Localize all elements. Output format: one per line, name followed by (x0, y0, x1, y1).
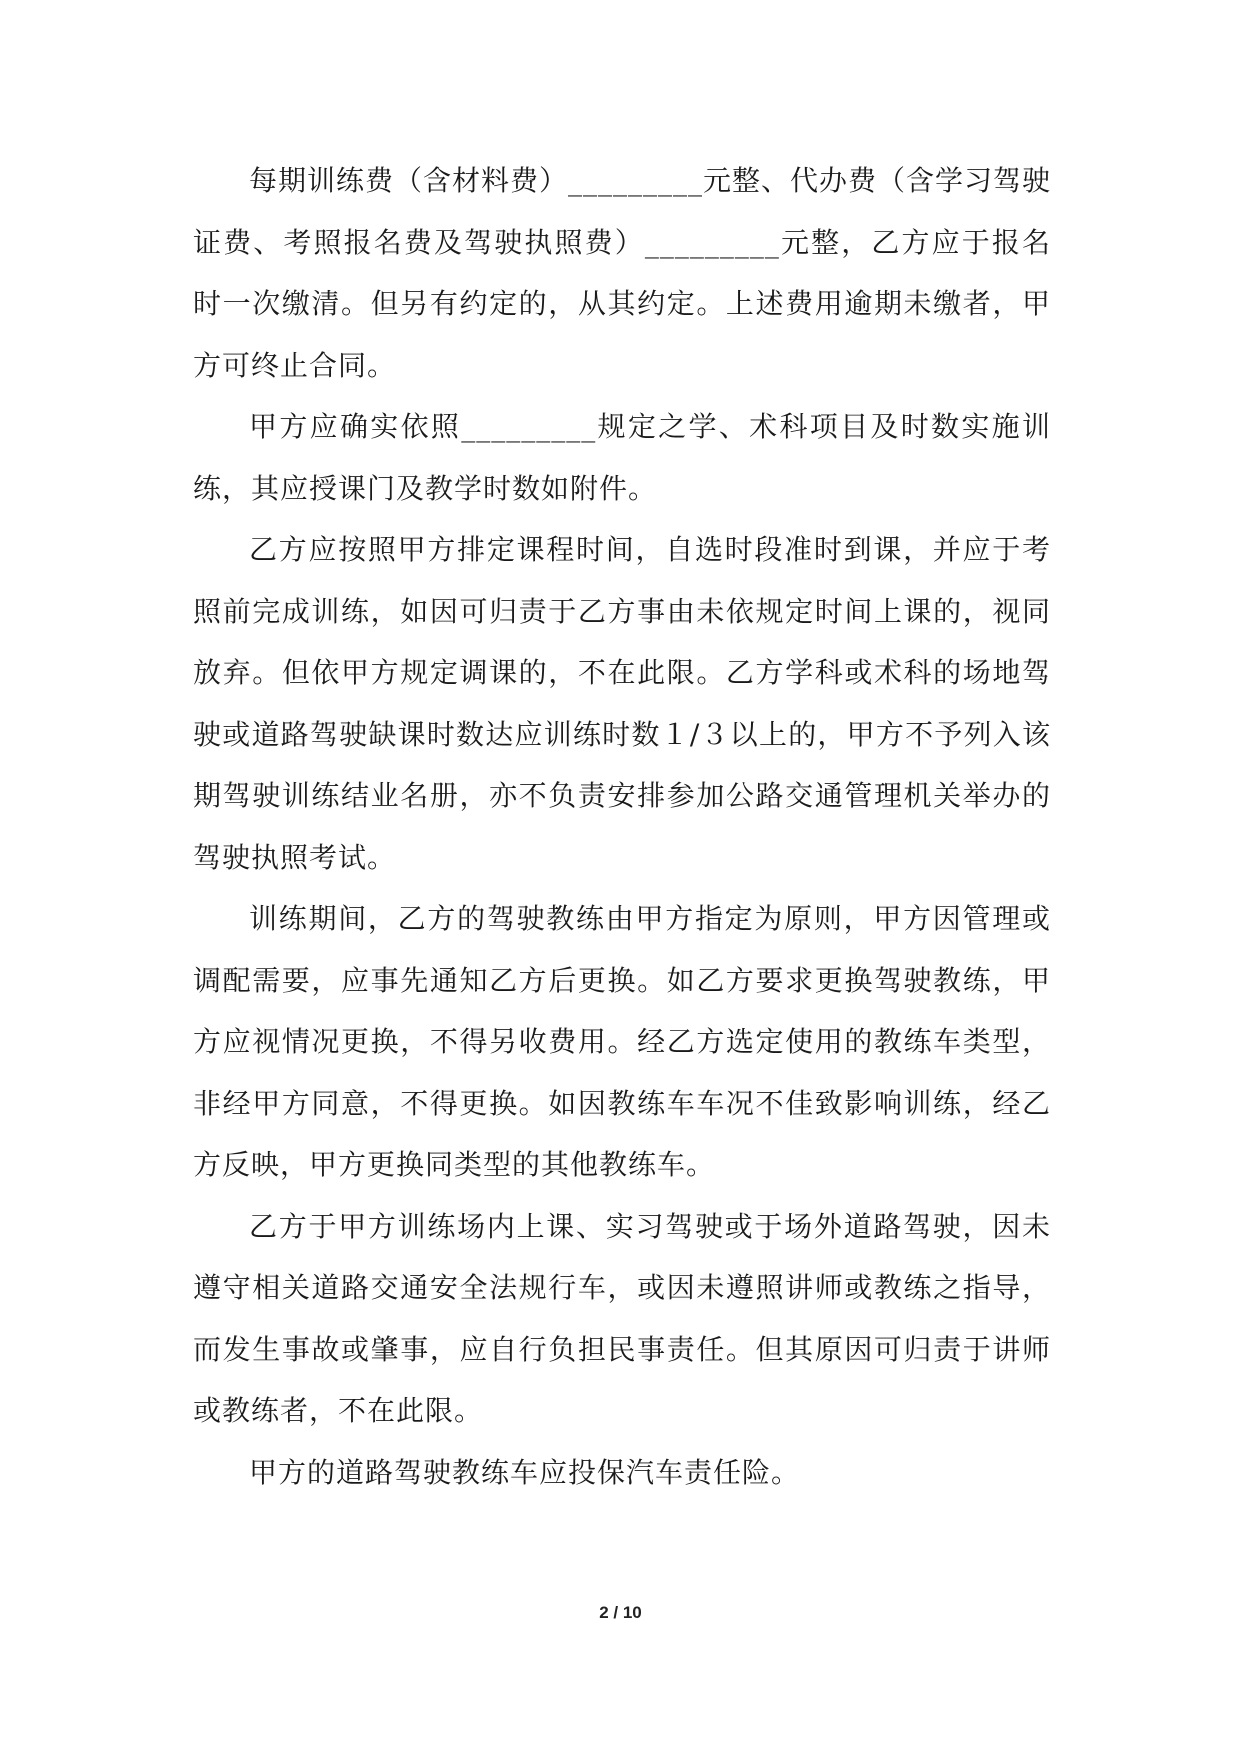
page-number: 2 / 10 (599, 1603, 642, 1622)
paragraph-coach-assignment: 训练期间，乙方的驾驶教练由甲方指定为原则，甲方因管理或调配需要，应事先通知乙方后更换。如乙方要求更换驾驶教练，甲方应视情况更换，不得另收费用。经乙方选定使用的教练车类型，非经甲方同意，不得更换。如因教练车车况不佳致影响训练，经乙方反映，甲方更换同类型的其他教练车。 (193, 902, 1051, 1181)
paragraph-insurance: 甲方的道路驾驶教练车应投保汽车责任险。 (249, 1455, 801, 1489)
paragraph-training-fees: 每期训练费（含材料费）_________元整、代办费（含学习驾驶证费、考照报名费及驾驶执照费）_________元整，乙方应于报名时一次缴清。但另有约定的，从其约定。上述费用逾期未缴者，甲方可终止合同。 (193, 164, 1052, 382)
document-body (193, 150, 1051, 1503)
paragraph-training-items: 甲方应确实依照_________规定之学、术科项目及时数实施训练，其应授课门及教学时数如附件。 (193, 410, 1051, 505)
paragraph-liability: 乙方于甲方训练场内上课、实习驾驶或于场外道路驾驶，因未遵守相关道路交通安全法规行车，或因未遵照讲师或教练之指导，而发生事故或肇事，应自行负担民事责任。但其原因可归责于讲师或教练者，不在此限。 (193, 1209, 1051, 1427)
paragraph-attendance: 乙方应按照甲方排定课程时间，自选时段准时到课，并应于考照前完成训练，如因可归责于乙方事由未依规定时间上课的，视同放弃。但依甲方规定调课的，不在此限。乙方学科或术科的场地驾驶或道路驾驶缺课时数达应训练时数１/３以上的，甲方不予列入该期驾驶训练结业名册，亦不负责安排参加公路交通管理机关举办的驾驶执照考试。 (193, 533, 1051, 874)
